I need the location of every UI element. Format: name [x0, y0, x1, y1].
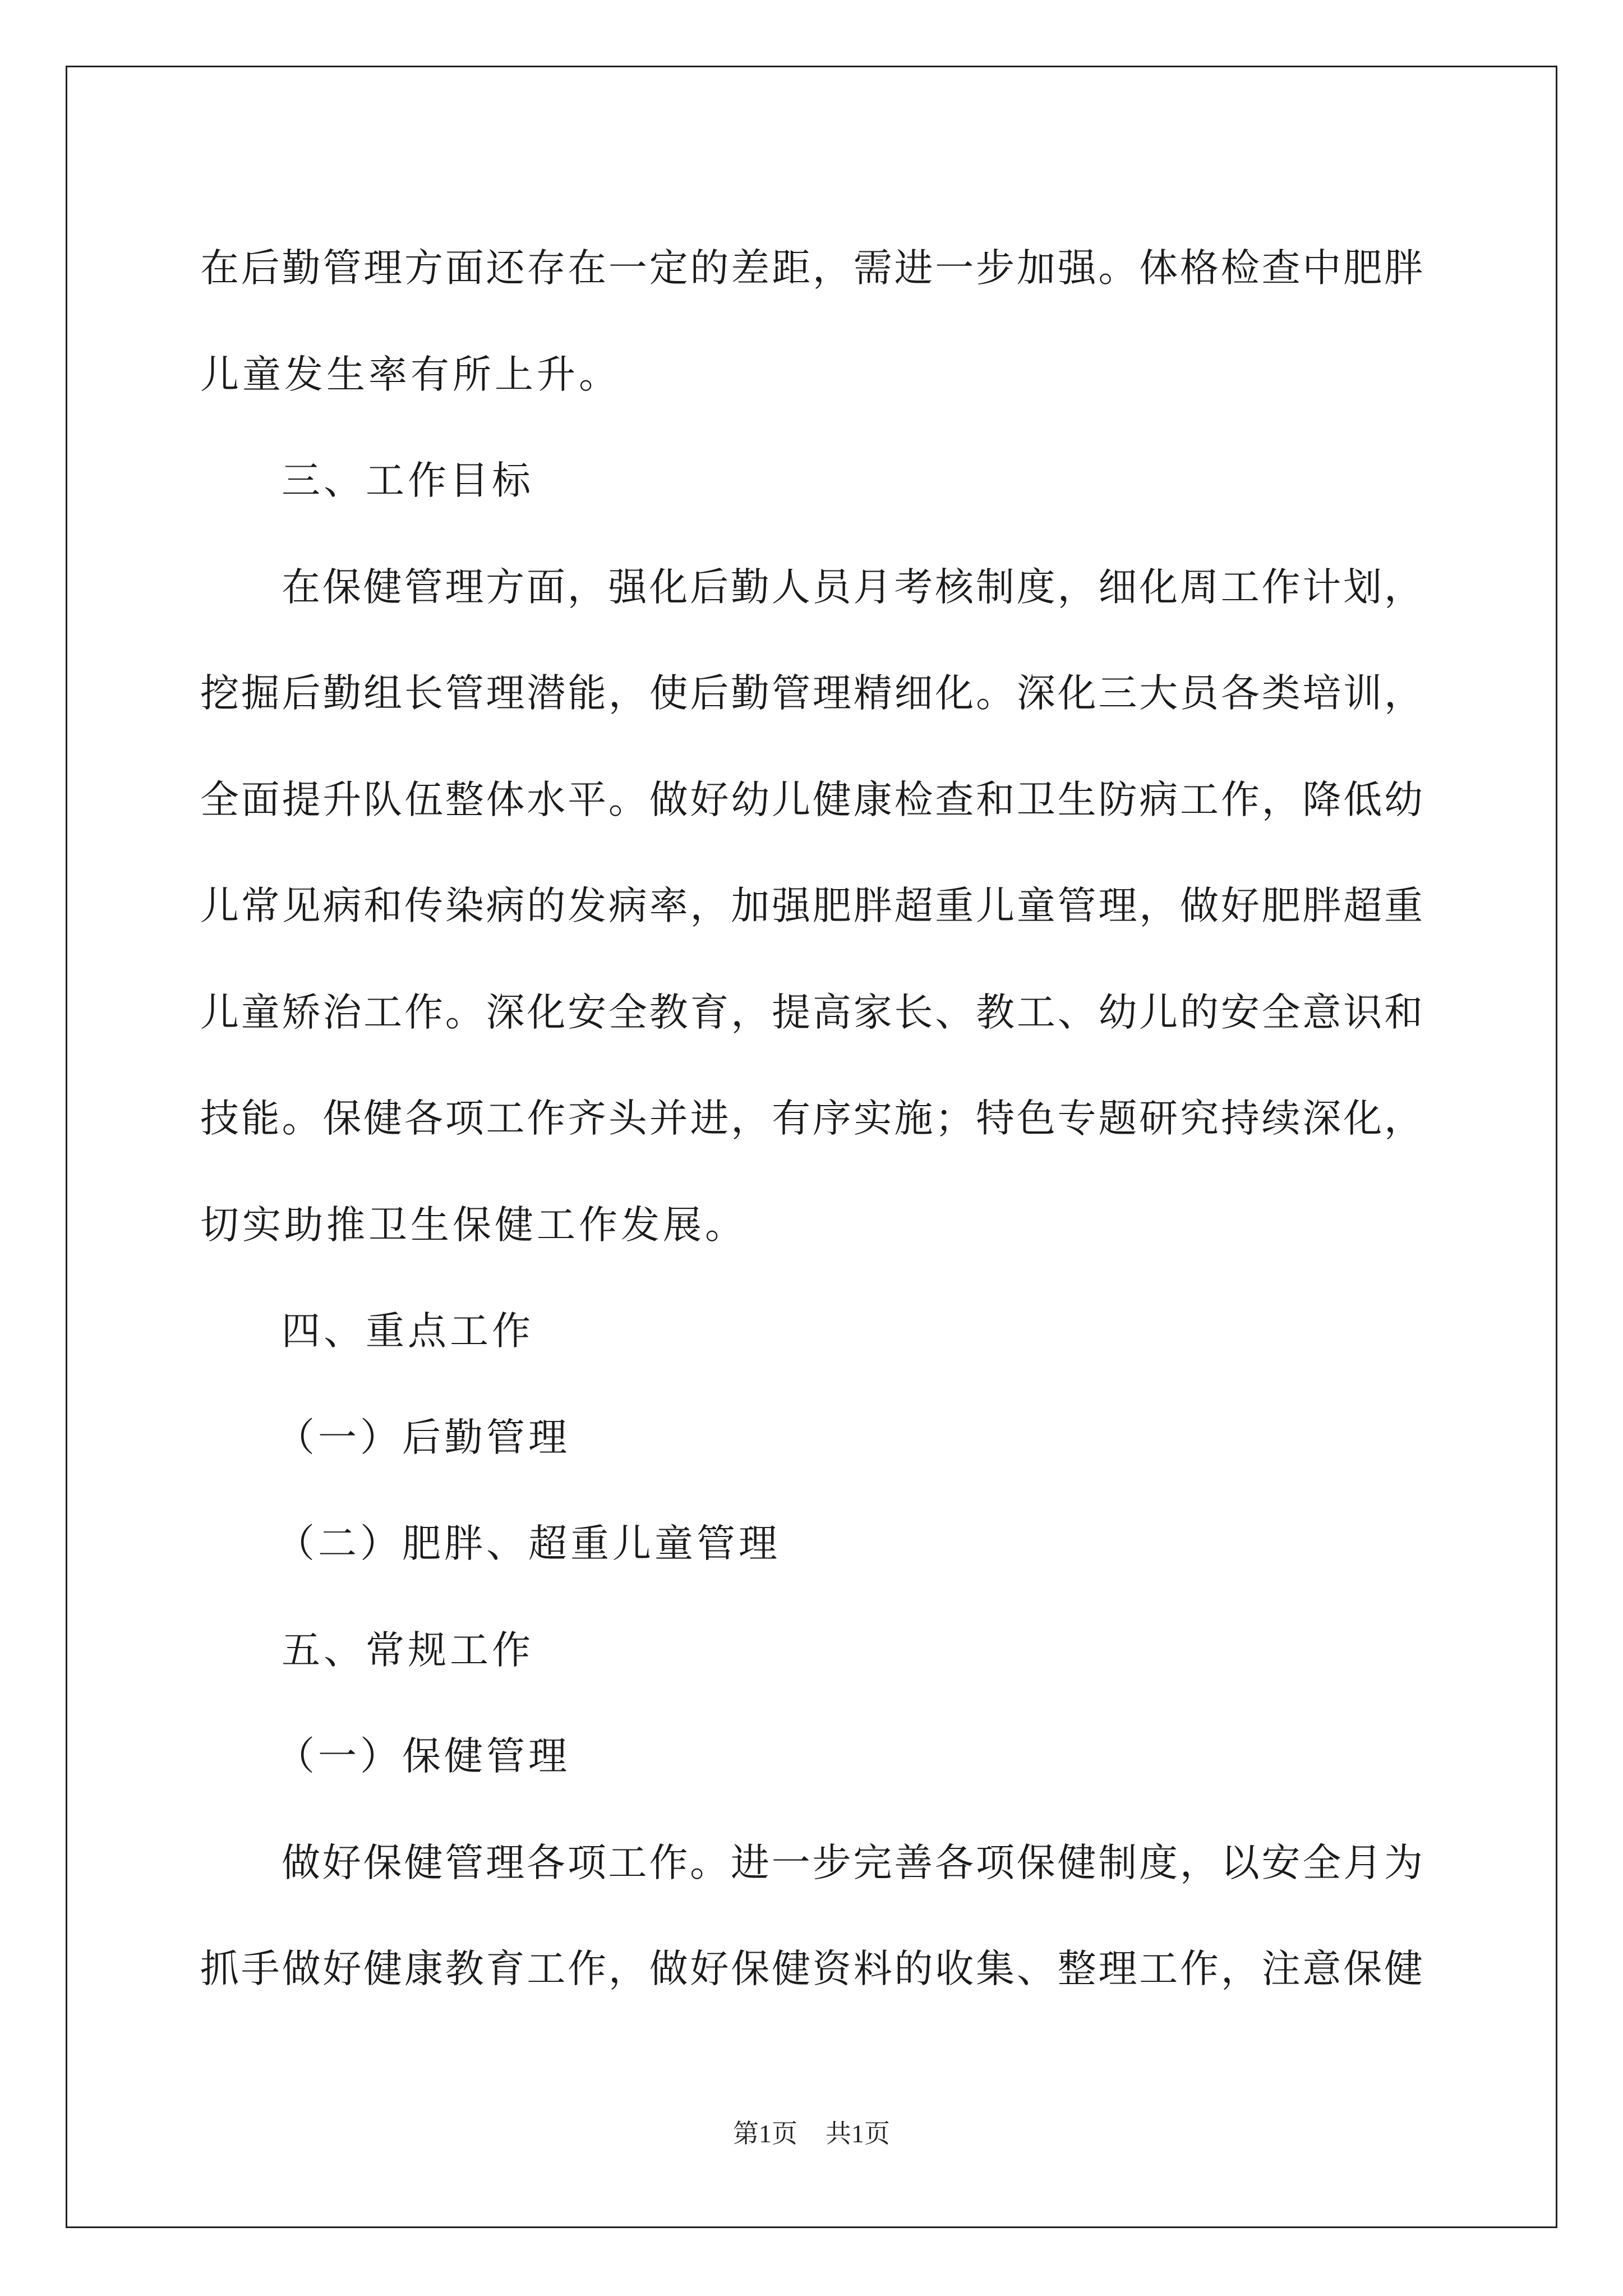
paragraph-line: 在保健管理方面，强化后勤人员月考核制度，细化周工作计划， [282, 564, 1423, 610]
paragraph-line: 儿常见病和传染病的发病率，加强肥胖超重儿童管理，做好肥胖超重 [200, 884, 1423, 928]
section-heading: 五、常规工作 [282, 1627, 534, 1673]
paragraph-line: 切实助推卫生保健工作发展。 [200, 1202, 747, 1248]
subsection-heading: （二）肥胖、超重儿童管理 [276, 1521, 781, 1566]
page-number: 第1页 [733, 2119, 797, 2148]
section-heading: 四、重点工作 [282, 1309, 534, 1354]
paragraph-line: 全面提升队伍整体水平。做好幼儿健康检查和卫生防病工作，降低幼 [200, 777, 1423, 822]
subsection-heading: （一）保健管理 [276, 1734, 570, 1779]
paragraph-line: 技能。保健各项工作齐头并进，有序实施；特色专题研究持续深化， [200, 1096, 1423, 1141]
paragraph-line: 抓手做好健康教育工作，做好保健资料的收集、整理工作，注意保健 [200, 1947, 1423, 1991]
subsection-heading: （一）后勤管理 [276, 1415, 570, 1460]
page-footer [0, 2117, 1623, 2151]
page-total: 共1页 [826, 2119, 890, 2148]
section-heading: 三、工作目标 [282, 458, 534, 503]
paragraph-line: 挖掘后勤组长管理潜能，使后勤管理精细化。深化三大员各类培训， [200, 671, 1423, 716]
paragraph-line: 儿童发生率有所上升。 [200, 352, 621, 397]
paragraph-line: 做好保健管理各项工作。进一步完善各项保健制度，以安全月为 [282, 1840, 1423, 1885]
paragraph-line: 儿童矫治工作。深化安全教育，提高家长、教工、幼儿的安全意识和 [200, 990, 1423, 1035]
paragraph-line: 在后勤管理方面还存在一定的差距，需进一步加强。体格检查中肥胖 [200, 246, 1423, 291]
document-body [200, 215, 1423, 2023]
